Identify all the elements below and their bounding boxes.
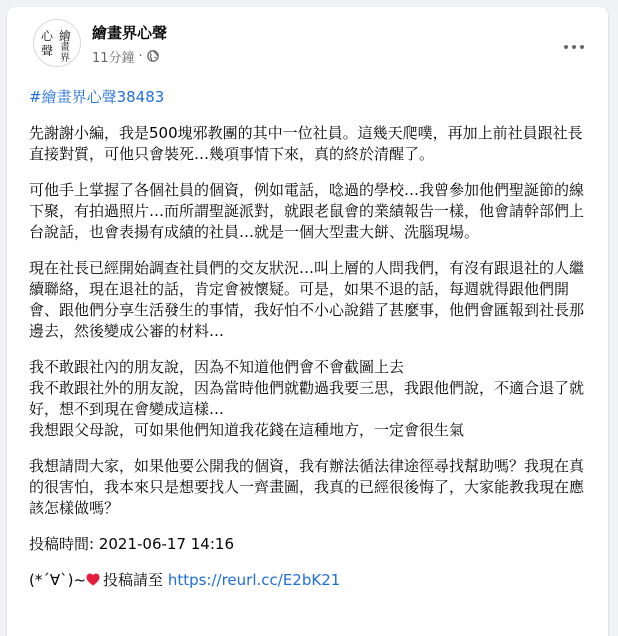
post-paragraph-4: 我不敢跟社內的朋友說，因為不知道他們會不會截圖上去 我不敢跟社外的朋友說，因為當時他們就勸過我要三思，我跟他們說，不適合退了就好，想不到現在會變成這樣… 我想跟父母說，可如果他們知道我花錢在這種地方，一定會很生氣 [29,358,585,439]
post-paragraph-1: 先謝謝小編，我是500塊邪教團的其中一位社員。這幾天爬噗，再加上前社員跟社長直接對質，可他只會裝死…幾項事情下來，真的終於清醒了。 [29,124,583,163]
post-body [29,87,589,606]
more-options-icon [564,45,584,49]
meta-separator: · [138,48,143,64]
post-header [7,7,608,81]
submission-text: 投稿請至 [103,571,168,589]
submission-line [29,570,589,591]
heart-icon [86,571,100,584]
page-avatar[interactable] [33,19,81,67]
globe-icon[interactable] [147,50,159,62]
avatar-char: 畫 [60,42,70,53]
avatar-logo [34,20,80,66]
kaomoji: (*´∀`)~ [29,571,87,589]
avatar-char: 心 [40,29,54,43]
post-paragraph-5: 我想請問大家，如果他要公開我的個資，我有辦法循法律途徑尋找幫助嗎？我現在真的很害怕，我本來只是想要找人一齊畫圖，我真的已經很後悔了，大家能教我現在應該怎樣做嗎？ [29,457,585,517]
hashtag-link[interactable]: #繪畫界心聲38483 [29,88,165,106]
post-paragraph-3: 現在社長已經開始調查社員們的交友狀況…叫上層的人問我們，有沒有跟退社的人繼續聯絡，現在退社的話，肯定會被懷疑。可是，如果不退的話，每週就得跟他們開會、跟他們分享生活發生的事情，我好怕不小心說錯了甚麼事，他們會匯報到社長那邊去，然後變成公審的材料… [29,259,585,340]
avatar-char: 繪 [58,29,72,43]
post-submission-time: 投稿時間: 2021-06-17 14:16 [29,535,234,553]
post-meta [92,47,159,65]
post-card [7,7,608,636]
submission-link[interactable]: https://reurl.cc/E2bK21 [167,571,341,589]
page-name-link[interactable]: 繪畫界心聲 [92,24,168,42]
avatar-char: 界 [60,53,70,64]
more-options-button[interactable] [556,29,592,65]
post-paragraph-2: 可他手上掌握了各個社員的個資，例如電話，唸過的學校…我曾參加他們聖誕節的線下聚，有拍過照片…而所謂聖誕派對，就跟老鼠會的業績報告一樣，他會請幹部們上台說話，也會表揚有成績的社員…就是一個大型畫大餅、洗腦現場。 [29,181,585,241]
avatar-char: 聲 [40,44,54,58]
post-time-link[interactable]: 11分鐘 [92,50,135,66]
